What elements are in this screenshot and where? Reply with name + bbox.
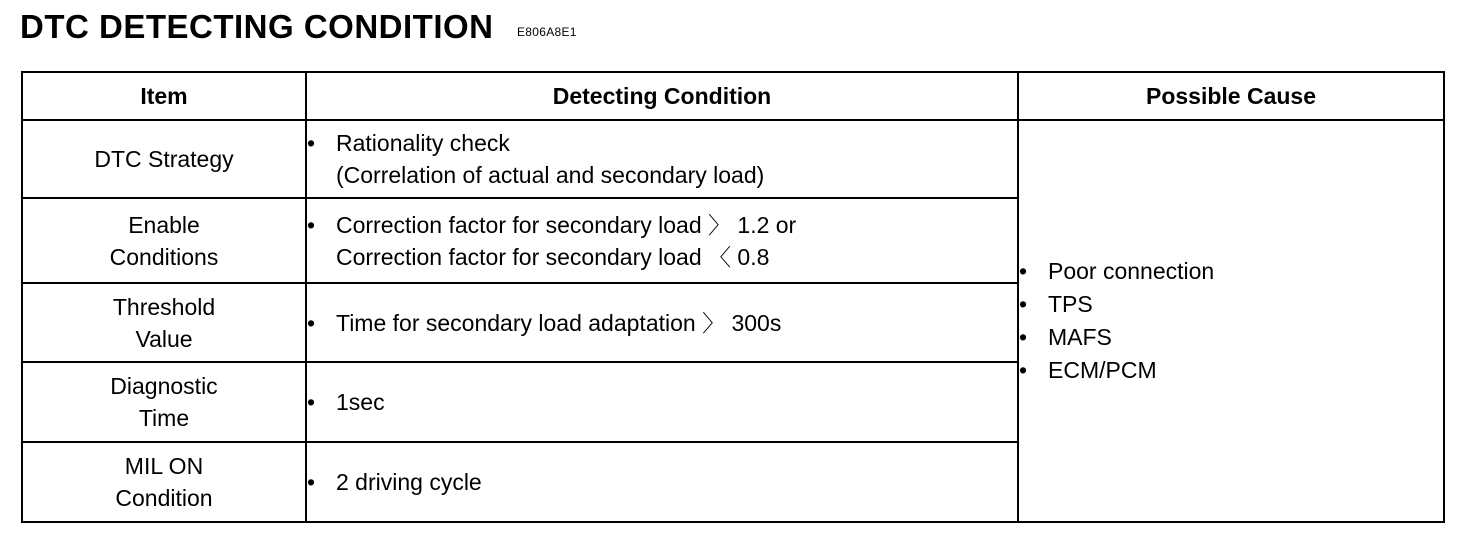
- condition-cell: [306, 198, 1018, 283]
- item-label: DTC Strategy: [94, 146, 234, 172]
- condition-item: [307, 386, 1017, 418]
- condition-cell: [306, 120, 1018, 198]
- table-header-row: [22, 72, 1444, 120]
- condition-text: Time for secondary load adaptation 〉 300s: [336, 309, 782, 336]
- item-label: Enable: [128, 211, 200, 238]
- item-cell: [22, 283, 306, 362]
- condition-cell: [306, 442, 1018, 522]
- condition-text: 2 driving cycle: [336, 469, 482, 495]
- cause-item: [1019, 255, 1443, 288]
- cause-item: [1019, 321, 1443, 354]
- item-label: Condition: [115, 485, 213, 511]
- condition-cell: [306, 362, 1018, 442]
- condition-item: [307, 127, 1017, 159]
- item-cell: [22, 120, 306, 198]
- page-title: DTC DETECTING CONDITION: [20, 8, 494, 45]
- bullet-icon: •: [307, 469, 316, 495]
- condition-item: [307, 209, 1017, 241]
- item-label: Diagnostic: [110, 373, 218, 399]
- item-label: Value: [135, 325, 193, 352]
- item-cell: [22, 198, 306, 283]
- condition-text: Correction factor for secondary load 〉 1.2 or: [336, 211, 797, 238]
- bullet-icon: •: [1019, 324, 1028, 350]
- document-code: E806A8E1: [517, 25, 577, 39]
- condition-item: [307, 466, 1017, 498]
- cause-item: [1019, 288, 1443, 321]
- condition-text-continued: (Correlation of actual and secondary load): [336, 162, 765, 188]
- dtc-condition-table: [21, 71, 1445, 523]
- condition-item: [307, 307, 1017, 339]
- possible-cause-cell: [1018, 120, 1444, 522]
- cause-text: TPS: [1048, 291, 1093, 317]
- condition-text: 1sec: [336, 389, 385, 415]
- bullet-icon: •: [307, 211, 316, 238]
- cause-text: MAFS: [1048, 324, 1112, 350]
- column-header-possible-cause: Possible Cause: [1018, 72, 1444, 120]
- item-label: MIL ON: [124, 453, 204, 479]
- condition-text: Rationality check: [336, 130, 510, 156]
- bullet-icon: •: [1019, 291, 1028, 317]
- item-cell: [22, 442, 306, 522]
- bullet-icon: •: [1019, 357, 1028, 383]
- item-label: Time: [138, 405, 190, 431]
- condition-text-continued: Correction factor for secondary load 〈 0.8: [336, 243, 770, 270]
- condition-cell: [306, 283, 1018, 362]
- item-cell: [22, 362, 306, 442]
- bullet-icon: •: [307, 130, 316, 156]
- cause-text: ECM/PCM: [1048, 357, 1157, 383]
- cause-text: Poor connection: [1048, 258, 1215, 284]
- bullet-icon: •: [307, 309, 316, 336]
- item-label: Conditions: [109, 243, 219, 270]
- item-label: Threshold: [112, 293, 216, 320]
- table-row: [22, 120, 1444, 198]
- cause-item: [1019, 354, 1443, 387]
- bullet-icon: •: [307, 389, 316, 415]
- column-header-item: Item: [22, 72, 306, 120]
- column-header-detecting-condition: Detecting Condition: [306, 72, 1018, 120]
- bullet-icon: •: [1019, 258, 1028, 284]
